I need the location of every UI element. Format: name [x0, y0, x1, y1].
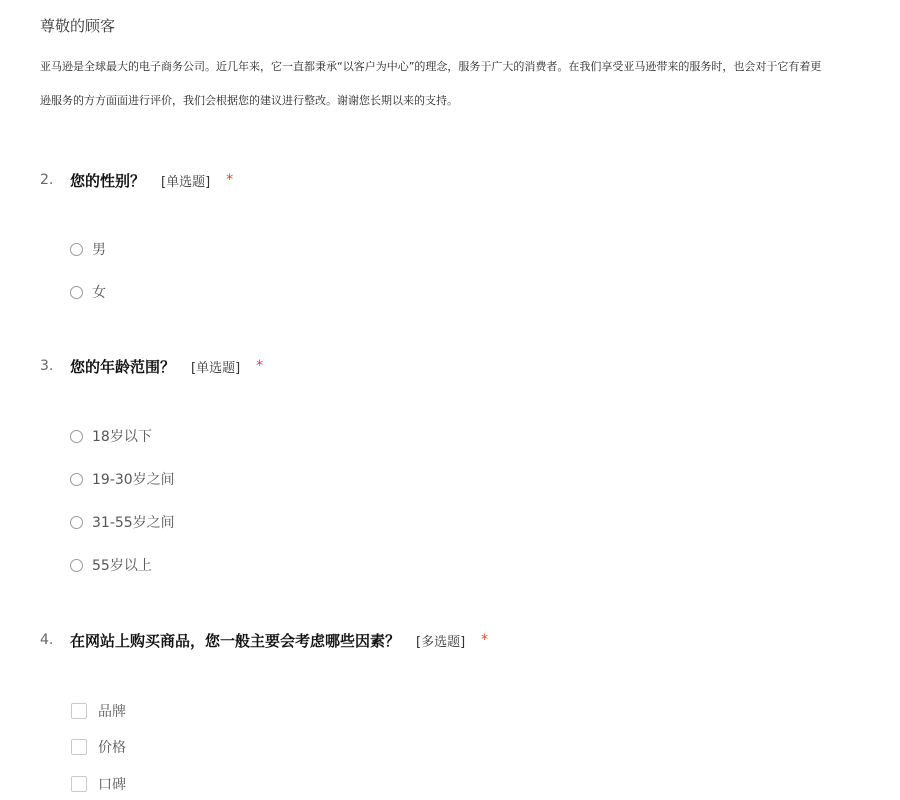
option-under-18[interactable]: [70, 426, 152, 446]
option-brand[interactable]: [70, 701, 126, 721]
checkbox[interactable]: [71, 703, 87, 719]
option-label: 18岁以下: [92, 429, 152, 445]
option-male[interactable]: [70, 239, 106, 259]
question-number: 2.: [40, 172, 54, 188]
checkbox[interactable]: [71, 776, 87, 792]
question-text: 您的性别？: [70, 171, 146, 190]
survey-intro-line-1: 亚马逊是全球最大的电子商务公司。近几年来，它一直都秉承“以客户为中心”的理念，服务于广大的消费者。在我们享受亚马逊带来的服务时，也会对于它有着更: [40, 60, 822, 73]
option-label: 口碑: [98, 777, 126, 793]
option-female[interactable]: [70, 282, 106, 302]
question-type-badge: [多选题]: [416, 634, 466, 650]
question-number: 3.: [40, 358, 54, 374]
radio-button[interactable]: [70, 559, 83, 572]
option-label: 55岁以上: [92, 558, 152, 574]
radio-button[interactable]: [70, 516, 83, 529]
required-asterisk: *: [226, 172, 234, 188]
question-text: 在网站上购买商品，您一般主要会考虑哪些因素？: [70, 631, 401, 650]
option-over-55[interactable]: [70, 555, 152, 575]
question-text: 您的年龄范围？: [70, 357, 176, 376]
option-label: 品牌: [98, 704, 126, 720]
question-number: 4.: [40, 632, 54, 648]
radio-button[interactable]: [70, 473, 83, 486]
question-type-badge: [单选题]: [161, 174, 211, 190]
option-label: 女: [92, 285, 106, 301]
survey-greeting: 尊敬的顾客: [40, 17, 116, 35]
question-type-badge: [单选题]: [191, 360, 241, 376]
radio-button[interactable]: [70, 430, 83, 443]
option-19-30[interactable]: [70, 469, 175, 489]
checkbox[interactable]: [71, 739, 87, 755]
required-asterisk: *: [256, 358, 264, 374]
option-label: 价格: [98, 740, 126, 756]
option-label: 男: [92, 242, 106, 258]
option-reputation[interactable]: [70, 774, 126, 794]
radio-button[interactable]: [70, 243, 83, 256]
option-31-55[interactable]: [70, 512, 175, 532]
required-asterisk: *: [481, 632, 489, 648]
question-3-title: [40, 355, 263, 377]
radio-button[interactable]: [70, 286, 83, 299]
question-2-title: [40, 169, 233, 191]
survey-intro-line-2: 逊服务的方方面面进行评价，我们会根据您的建议进行整改。谢谢您长期以来的支持。: [40, 94, 458, 107]
option-price[interactable]: [70, 737, 126, 757]
question-4-title: [40, 629, 488, 651]
option-label: 31-55岁之间: [92, 515, 175, 531]
option-label: 19-30岁之间: [92, 472, 175, 488]
